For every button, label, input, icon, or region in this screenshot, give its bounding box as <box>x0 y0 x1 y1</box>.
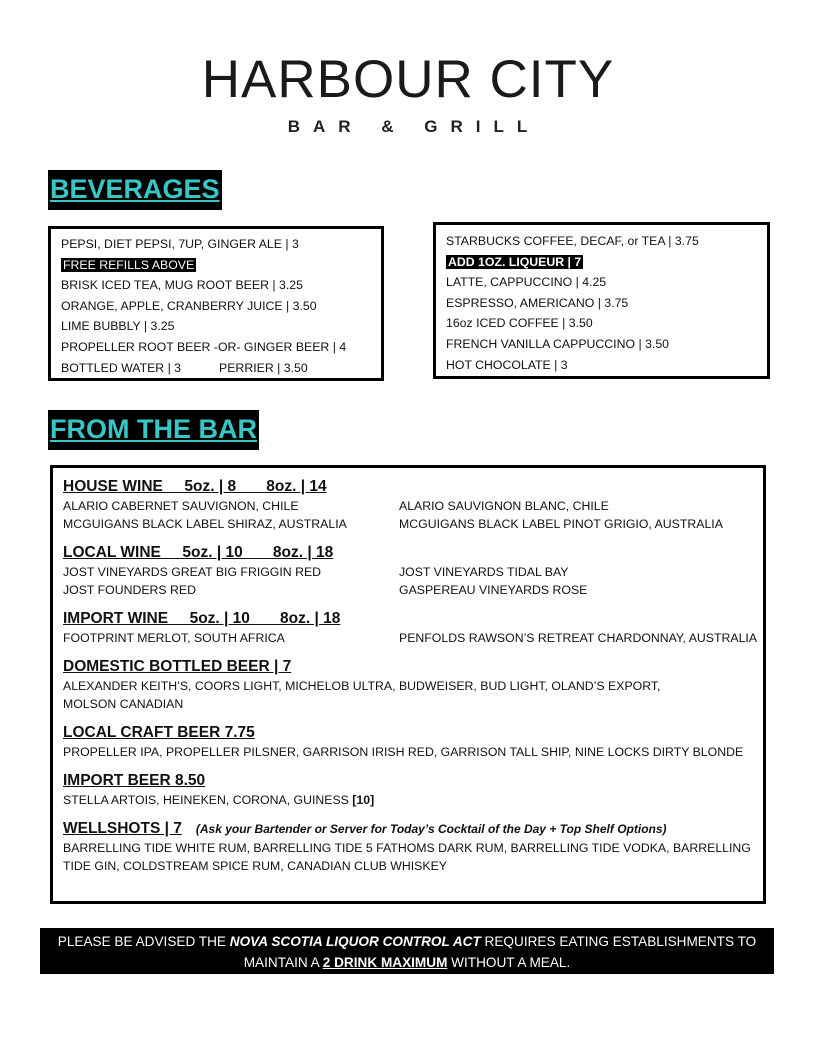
beverage-item: BOTTLED WATER | 3 <box>61 360 182 375</box>
beer-list: PROPELLER IPA, PROPELLER PILSNER, GARRISON IRISH RED, GARRISON TALL SHIP, NINE LOCKS DIRTY BLONDE <box>63 745 744 759</box>
restaurant-logo-subtitle: BAR & GRILL <box>287 117 541 136</box>
beverage-item: ESPRESSO, AMERICANO | 3.75 <box>446 295 629 310</box>
section-title: DOMESTIC BOTTLED BEER | 7 <box>63 658 292 675</box>
liqueur-addon-badge: ADD 1OZ. LIQUEUR | 7 <box>448 254 582 269</box>
local-wine-section <box>63 543 763 599</box>
wine-item: GASPEREAU VINEYARDS ROSE <box>399 583 588 597</box>
liquor-act-name: NOVA SCOTIA LIQUOR CONTROL ACT <box>229 934 481 949</box>
wine-item: PENFOLDS RAWSON’S RETREAT CHARDONNAY, AUSTRALIA <box>399 631 758 645</box>
wine-item: JOST VINEYARDS TIDAL BAY <box>399 565 569 579</box>
house-wine-section <box>63 477 763 533</box>
craft-beer-section <box>63 723 763 761</box>
section-title: LOCAL WINE 5oz. | 10 8oz. | 18 <box>63 544 334 561</box>
wellshots-note: (Ask your Bartender or Server for Today’s Cocktail of the Day + Top Shelf Options) <box>195 822 667 836</box>
soft-drinks-box <box>48 226 384 381</box>
import-wine-section <box>63 609 763 647</box>
beverage-item: BRISK ICED TEA, MUG ROOT BEER | 3.25 <box>61 278 303 293</box>
liquor-act-notice <box>40 928 774 974</box>
import-beer-section <box>63 771 763 809</box>
spirits-list: BARRELLING TIDE WHITE RUM, BARRELLING TIDE 5 FATHOMS DARK RUM, BARRELLING TIDE VODKA, BARRELLING TIDE GIN, COLDSTREAM SPICE RUM, CANADIAN CLUB WHISKEY <box>63 841 751 873</box>
beverage-item: 16oz ICED COFFEE | 3.50 <box>446 316 593 331</box>
beverage-item: FRENCH VANILLA CAPPUCCINO | 3.50 <box>446 336 670 351</box>
wine-item: JOST FOUNDERS RED <box>63 583 197 597</box>
wine-item: ALARIO SAUVIGNON BLANC, CHILE <box>399 499 609 513</box>
wine-item: FOOTPRINT MERLOT, SOUTH AFRICA <box>63 631 285 645</box>
domestic-beer-section <box>63 657 763 713</box>
free-refills-badge: FREE REFILLS ABOVE <box>63 257 195 272</box>
beverage-item: STARBUCKS COFFEE, DECAF, or TEA | 3.75 <box>446 234 699 248</box>
beverage-item: PROPELLER ROOT BEER -OR- GINGER BEER | 4 <box>61 339 347 354</box>
wine-item: ALARIO CABERNET SAUVIGNON, CHILE <box>63 499 299 513</box>
beverage-item: PERRIER | 3.50 <box>219 360 308 375</box>
beverage-item: LATTE, CAPPUCCINO | 4.25 <box>446 275 607 290</box>
wine-item: MCGUIGANS BLACK LABEL SHIRAZ, AUSTRALIA <box>63 517 347 531</box>
guiness-price: [10] <box>352 793 375 807</box>
beverage-item: ORANGE, APPLE, CRANBERRY JUICE | 3.50 <box>61 298 317 313</box>
beer-list: ALEXANDER KEITH’S, COORS LIGHT, MICHELOB ULTRA, BUDWEISER, BUD LIGHT, OLAND’S EXPORT, MOLSON CANADIAN <box>63 679 661 711</box>
wellshots-section <box>63 819 763 875</box>
section-title: IMPORT WINE 5oz. | 10 8oz. | 18 <box>63 610 341 627</box>
notice-text: REQUIRES EATING ESTABLISHMENTS TO MAINTAIN A <box>243 934 757 970</box>
beverage-item: HOT CHOCOLATE | 3 <box>446 357 568 372</box>
hot-drinks-box <box>433 222 770 379</box>
drink-maximum: 2 DRINK MAXIMUM <box>322 955 448 970</box>
section-title: HOUSE WINE 5oz. | 8 8oz. | 14 <box>63 478 327 495</box>
restaurant-logo-title: HARBOUR CITY <box>201 50 615 109</box>
wine-item: JOST VINEYARDS GREAT BIG FRIGGIN RED <box>63 565 322 579</box>
beverage-item: LIME BUBBLY | 3.25 <box>61 319 175 334</box>
notice-text: PLEASE BE ADVISED THE <box>57 934 230 949</box>
section-title: IMPORT BEER 8.50 <box>63 772 206 789</box>
from-the-bar-heading: FROM THE BAR <box>48 410 259 450</box>
beverage-item: PEPSI, DIET PEPSI, 7UP, GINGER ALE | 3 <box>61 237 299 251</box>
notice-text: WITHOUT A MEAL. <box>447 955 571 970</box>
bar-menu-box <box>50 465 766 904</box>
beer-list: STELLA ARTOIS, HEINEKEN, CORONA, GUINESS <box>63 793 349 807</box>
wine-item: MCGUIGANS BLACK LABEL PINOT GRIGIO, AUSTRALIA <box>399 517 723 531</box>
section-title: LOCAL CRAFT BEER 7.75 <box>63 724 255 741</box>
beverages-heading: BEVERAGES <box>48 170 222 210</box>
section-title: WELLSHOTS | 7 <box>63 820 182 837</box>
